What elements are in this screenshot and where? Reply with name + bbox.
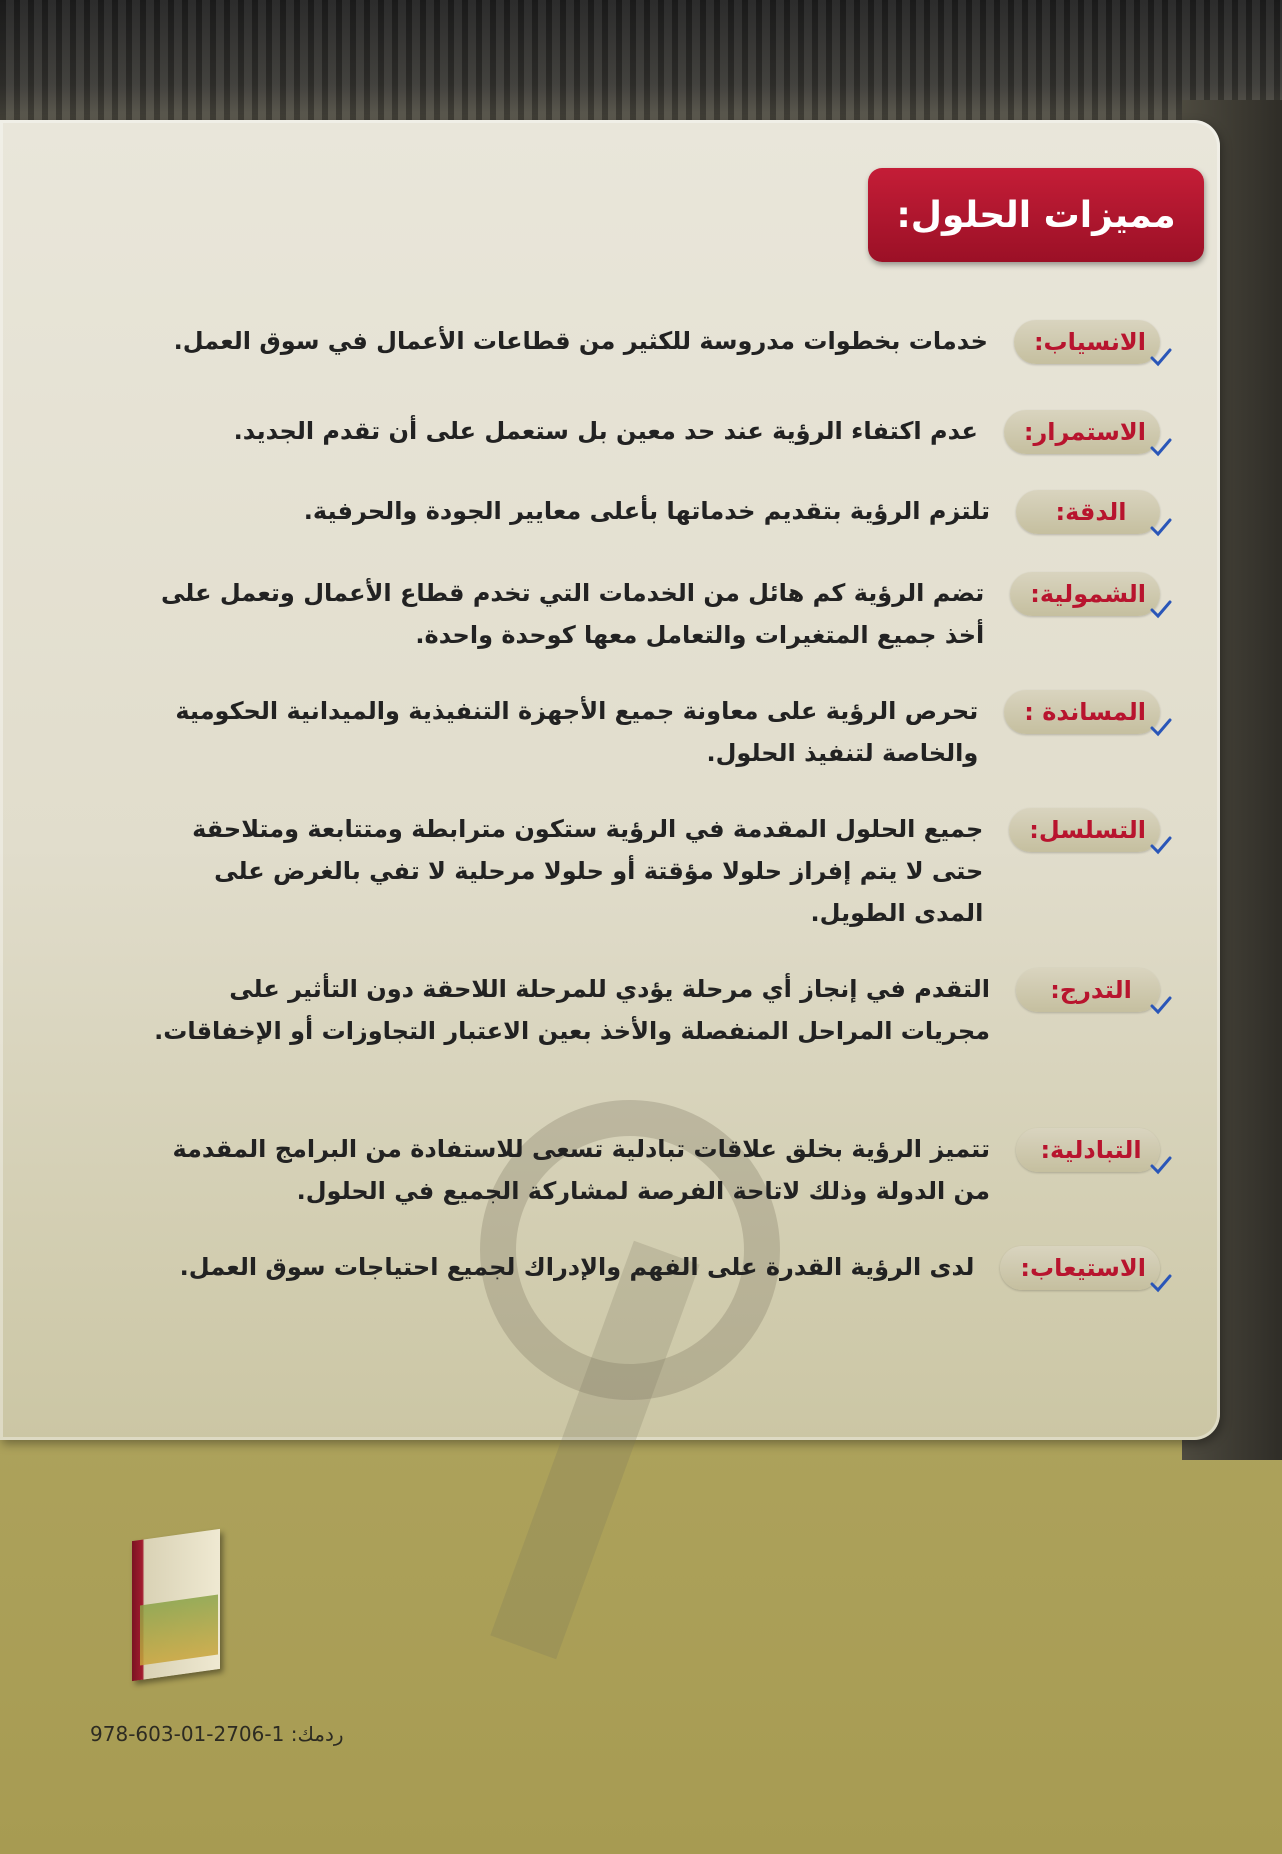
feature-item [150, 410, 1160, 454]
feature-item [150, 490, 1160, 534]
check-icon [1150, 994, 1172, 1016]
feature-label: الشمولية: [1030, 580, 1146, 608]
feature-item [150, 1128, 1160, 1212]
feature-label-pill [1016, 1128, 1160, 1172]
feature-label: الاستمرار: [1023, 418, 1146, 446]
feature-label-pill [1004, 690, 1160, 734]
feature-text: لدى الرؤية القدرة على الفهم والإدراك لجميع احتياجات سوق العمل. [179, 1253, 975, 1281]
feature-item [150, 808, 1160, 934]
check-icon [1150, 1154, 1172, 1176]
feature-label-pill [1009, 808, 1160, 852]
feature-label-pill [1016, 490, 1160, 534]
feature-label: التدرج: [1050, 976, 1132, 1004]
feature-item [150, 690, 1160, 774]
check-icon [1150, 598, 1172, 620]
feature-label-pill [1010, 572, 1160, 616]
feature-text: تحرص الرؤية على معاونة جميع الأجهزة التنفيذية والميدانية الحكومية والخاصة لتنفيذ الحلول. [175, 697, 979, 767]
check-icon [1150, 834, 1172, 856]
feature-text: تتميز الرؤية بخلق علاقات تبادلية تسعى للاستفادة من البرامج المقدمة من الدولة وذلك لاتاحة الفرصة لمشاركة الجميع في الحلول. [172, 1135, 990, 1205]
feature-text: خدمات بخطوات مدروسة للكثير من قطاعات الأعمال في سوق العمل. [173, 327, 988, 355]
check-icon [1150, 516, 1172, 538]
feature-text: تلتزم الرؤية بتقديم خدماتها بأعلى معايير الجودة والحرفية. [303, 497, 990, 525]
feature-label: الانسياب: [1033, 328, 1146, 356]
feature-label-pill [1000, 1246, 1160, 1290]
feature-label-pill [1004, 410, 1160, 454]
book-cover-art [140, 1595, 218, 1666]
feature-label: الدقة: [1055, 498, 1127, 526]
feature-label: المساندة : [1024, 698, 1146, 726]
feature-text: التقدم في إنجاز أي مرحلة يؤدي للمرحلة اللاحقة دون التأثير على مجريات المراحل المنفصلة والأخذ بعين الاعتبار التجاوزات أو الإخفاقات. [154, 975, 990, 1045]
content-panel [0, 120, 1220, 1440]
feature-label-pill [1014, 320, 1160, 364]
check-icon [1150, 346, 1172, 368]
top-texture-band [0, 0, 1282, 120]
feature-item [150, 320, 1160, 364]
feature-item [150, 572, 1160, 656]
check-icon [1150, 436, 1172, 458]
feature-label: الاستيعاب: [1020, 1254, 1146, 1282]
feature-text: تضم الرؤية كم هائل من الخدمات التي تخدم قطاع الأعمال وتعمل على أخذ جميع المتغيرات والتعامل معها كوحدة واحدة. [161, 579, 985, 649]
feature-label: التسلسل: [1029, 816, 1146, 844]
section-title-tab [868, 168, 1204, 262]
check-icon [1150, 1272, 1172, 1294]
feature-label: التبادلية: [1040, 1136, 1142, 1164]
isbn-text: ردمك: 1-2706-01-603-978 [90, 1722, 344, 1746]
section-title: مميزات الحلول: [896, 194, 1176, 236]
feature-text: عدم اكتفاء الرؤية عند حد معين بل ستعمل على أن تقدم الجديد. [233, 417, 978, 445]
check-icon [1150, 716, 1172, 738]
feature-item [150, 1246, 1160, 1290]
feature-item [150, 968, 1160, 1052]
feature-label-pill [1016, 968, 1160, 1012]
feature-text: جميع الحلول المقدمة في الرؤية ستكون مترابطة ومتتابعة ومتلاحقة حتى لا يتم إفراز حلولا مؤقتة أو حلولا مرحلية لا تفي بالغرض على المدى الطويل. [192, 815, 984, 927]
